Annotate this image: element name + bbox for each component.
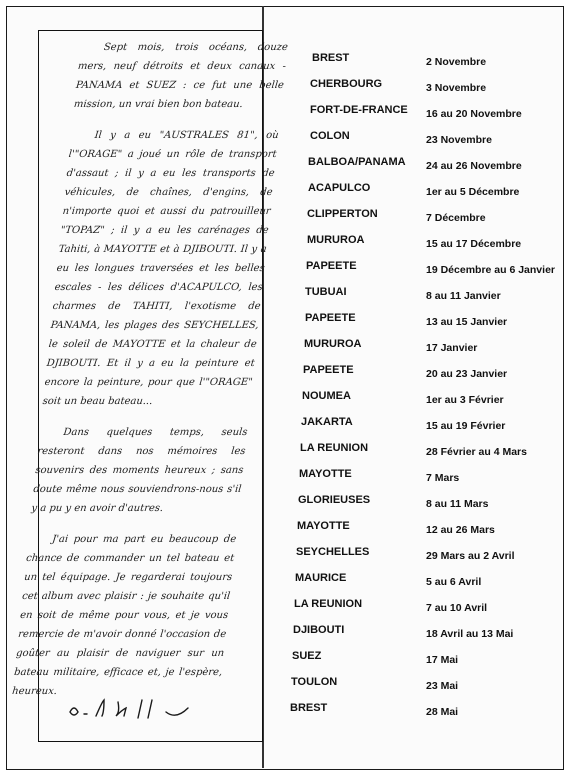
- itinerary-stop: [262, 256, 562, 282]
- stop-place: LA REUNION: [294, 598, 363, 610]
- stop-date: 24 au 26 Novembre: [426, 160, 522, 172]
- stop-place: BREST: [290, 702, 328, 714]
- stop-date: 19 Décembre au 6 Janvier: [426, 264, 555, 276]
- stop-date: 29 Mars au 2 Avril: [426, 550, 515, 562]
- itinerary-stop: [262, 646, 562, 672]
- letter-paragraph: Sept mois, trois océans, douze mers, neuf détroits et deux canaux - PANAMA et SUEZ : ce fut une belle mission, un vrai bien bon bateau.: [73, 42, 289, 110]
- itinerary-stop: [262, 568, 562, 594]
- stop-place: MURUROA: [304, 338, 362, 350]
- stop-place: TOULON: [291, 676, 338, 688]
- stop-date: 15 au 19 Février: [426, 420, 506, 432]
- letter-paragraph: Dans quelques temps, seuls resteront dans nos mémoires les souvenirs des moments heureux ; sans doute même nous souviendrons-nous s'il y a pu y en avoir d'autres.: [30, 427, 248, 514]
- itinerary-stop: [262, 282, 562, 308]
- stop-date: 13 au 15 Janvier: [426, 316, 508, 328]
- stop-place: DJIBOUTI: [293, 624, 345, 636]
- stop-date: 23 Novembre: [426, 134, 492, 146]
- itinerary-stop: [262, 490, 562, 516]
- itinerary-stop: [262, 360, 562, 386]
- itinerary-stop: [262, 230, 562, 256]
- itinerary-stop: [262, 672, 562, 698]
- stop-date: 3 Novembre: [426, 82, 487, 94]
- stop-place: LA REUNION: [300, 442, 369, 454]
- letter-paragraph: Il y a eu "AUSTRALES 81", où l'"ORAGE" a joué un rôle de transport d'assaut ; il y a eu les transports de véhicules, de chaînes, d'engins, de n'importe quoi et aussi du patrouilleur "TOPAZ" ; il y a eu les carénages de Tahiti, à MAYOTTE et à DJIBOUTI. Il y a eu les longues traversées et les belles escales - les délices d'ACAPULCO, les charmes de TAHITI, l'exotisme de PANAMA, les plages des SEYCHELLES, le soleil de MAYOTTE et la chaleur de DJIBOUTI. Et il y a eu la peinture et encore la peinture, pour que l'"ORAGE" soit un beau bateau...: [42, 130, 280, 407]
- itinerary-stop: [262, 542, 562, 568]
- stop-place: BALBOA/PANAMA: [308, 156, 406, 168]
- stop-date: 18 Avril au 13 Mai: [426, 628, 514, 640]
- stop-place: BREST: [312, 52, 350, 64]
- stop-date: 8 au 11 Mars: [426, 498, 489, 510]
- itinerary-stop: [262, 412, 562, 438]
- letter-paragraph: J'ai pour ma part eu beaucoup de chance de commander un tel bateau et un tel équipage. Je regarderai toujours cet album avec plaisir : je souhaite qu'il en soit de même pour vous, et je vous remercie de m'avoir donné l'occasion de goûter au plaisir de naviguer sur un bateau militaire, efficace et, je l'espère, heureux.: [11, 534, 237, 697]
- itinerary-stop: [262, 620, 562, 646]
- itinerary-stop: [262, 204, 562, 230]
- stop-date: 12 au 26 Mars: [426, 524, 495, 536]
- stop-place: PAPEETE: [305, 312, 356, 324]
- itinerary-stop: [262, 100, 562, 126]
- stop-place: SUEZ: [292, 650, 322, 662]
- stop-place: MURUROA: [307, 234, 365, 246]
- stop-date: 8 au 11 Janvier: [426, 290, 501, 302]
- stop-place: FORT-DE-FRANCE: [310, 104, 408, 116]
- stop-place: SEYCHELLES: [296, 546, 370, 558]
- itinerary-stop: [262, 178, 562, 204]
- stop-date: 17 Mai: [426, 654, 459, 666]
- stop-date: 7 Décembre: [426, 212, 486, 224]
- stop-place: PAPEETE: [306, 260, 357, 272]
- stop-date: 1er au 5 Décembre: [426, 186, 520, 198]
- stop-place: NOUMEA: [302, 390, 351, 402]
- stop-place: CHERBOURG: [310, 78, 383, 90]
- stop-date: 5 au 6 Avril: [426, 576, 482, 588]
- itinerary-stop: [262, 594, 562, 620]
- stop-date: 28 Mai: [426, 706, 459, 718]
- itinerary-list: [262, 48, 562, 724]
- itinerary-stop: [262, 74, 562, 100]
- itinerary-stop: [262, 464, 562, 490]
- stop-date: 7 Mars: [426, 472, 460, 484]
- stop-date: 23 Mai: [426, 680, 459, 692]
- stop-place: MAYOTTE: [297, 520, 350, 532]
- stop-place: PAPEETE: [303, 364, 354, 376]
- itinerary-stop: [262, 386, 562, 412]
- itinerary-stop: [262, 438, 562, 464]
- stop-place: TUBUAI: [305, 286, 347, 298]
- itinerary-stop: [262, 334, 562, 360]
- stop-date: 17 Janvier: [426, 342, 478, 354]
- stop-place: JAKARTA: [301, 416, 353, 428]
- signature-scribble: [62, 690, 222, 730]
- itinerary-stop: [262, 48, 562, 74]
- itinerary-stop: [262, 126, 562, 152]
- stop-date: 28 Février au 4 Mars: [426, 446, 527, 458]
- itinerary-stop: [262, 152, 562, 178]
- stop-date: 2 Novembre: [426, 56, 487, 68]
- stop-date: 16 au 20 Novembre: [426, 108, 522, 120]
- stop-date: 20 au 23 Janvier: [426, 368, 508, 380]
- stop-place: ACAPULCO: [308, 182, 371, 194]
- stop-place: MAYOTTE: [299, 468, 352, 480]
- stop-place: GLORIEUSES: [298, 494, 371, 506]
- itinerary-stop: [262, 516, 562, 542]
- stop-date: 15 au 17 Décembre: [426, 238, 522, 250]
- stop-date: 1er au 3 Février: [426, 394, 504, 406]
- stop-date: 7 au 10 Avril: [426, 602, 488, 614]
- stop-place: MAURICE: [295, 572, 347, 584]
- stop-place: COLON: [310, 130, 350, 142]
- itinerary-stop: [262, 308, 562, 334]
- itinerary-stop: [262, 698, 562, 724]
- stop-place: CLIPPERTON: [307, 208, 378, 220]
